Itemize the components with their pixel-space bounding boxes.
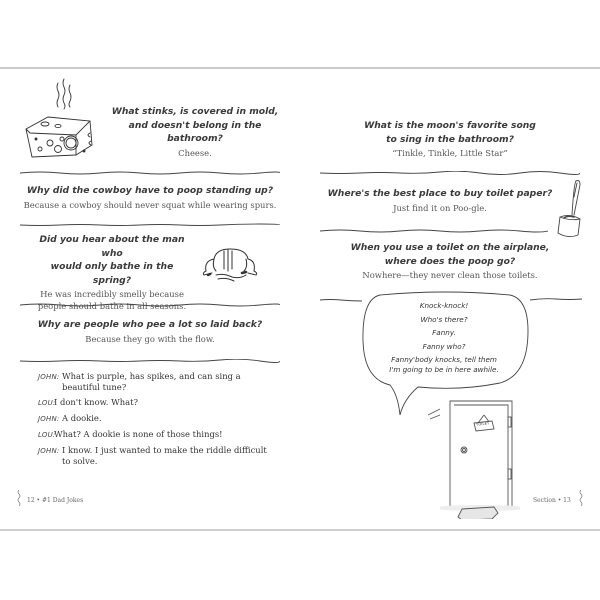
wavy-divider <box>20 223 280 227</box>
dialogue <box>38 371 268 471</box>
flourish-icon <box>16 489 22 507</box>
joke-question: where does the poop go? <box>384 255 516 267</box>
dialogue-line <box>38 445 268 467</box>
speech-text <box>62 445 268 467</box>
joke-question: Why did the cowboy have to poop standing up? <box>26 185 274 196</box>
joke-answer: Because they go with the flow. <box>85 333 215 344</box>
knock-knock-line: Fanny'body knocks, tell them <box>391 355 497 364</box>
wavy-divider <box>20 171 280 175</box>
wavy-divider <box>320 298 362 302</box>
speech-text: What? A dookie is none of those things! <box>54 429 223 439</box>
wavy-divider <box>320 171 580 175</box>
waterfall-spring-icon <box>200 245 260 285</box>
knock-knock-joke <box>366 301 522 375</box>
knock-knock-line: Fanny. <box>432 328 456 337</box>
speaker-name: LOU: <box>38 431 56 439</box>
joke-poogle <box>320 187 560 214</box>
speech-text: I don't know. What? <box>54 397 138 407</box>
knock-knock-line: Knock-knock! <box>419 301 469 310</box>
door-sign-label: TOILET <box>475 421 490 427</box>
joke-laid-back <box>20 318 280 345</box>
joke-moon <box>330 119 570 159</box>
joke-answer: Because a cowboy should never squat while wearing spurs. <box>23 199 277 210</box>
joke-cheese <box>100 105 290 159</box>
flourish-icon <box>578 489 584 507</box>
joke-cowboy <box>20 184 280 211</box>
joke-answer: “Tinkle, Tinkle, Little Star” <box>392 148 508 158</box>
joke-spring <box>32 233 192 312</box>
joke-answer: Just find it on Poo-gle. <box>393 202 487 213</box>
knock-knock-line: Who's there? <box>420 314 468 324</box>
joke-question: Why are people who pee a lot so laid back? <box>37 319 263 330</box>
joke-answer: Nowhere—they never clean those toilets. <box>362 270 538 280</box>
dialogue-line <box>38 429 268 441</box>
stinky-cheese-icon <box>18 77 98 165</box>
joke-answer: He was incredibly smelly because <box>40 289 184 299</box>
joke-question: and doesn't belong in the bathroom? <box>128 119 262 144</box>
joke-question: What stinks, is covered in mold, <box>111 106 279 117</box>
speaker-name: JOHN: <box>38 415 60 423</box>
wavy-divider <box>20 303 280 307</box>
dialogue-line <box>38 413 268 425</box>
toilet-door-icon <box>440 399 520 519</box>
dialogue-line <box>38 371 268 393</box>
joke-question: would only bathe in the spring? <box>50 261 174 286</box>
joke-question: Where's the best place to buy toilet paper? <box>327 188 553 199</box>
page-folio: Section • 13 <box>533 497 571 504</box>
speech-line: I know. I just wanted to make the riddle difficult <box>62 445 267 455</box>
joke-airplane <box>330 241 570 281</box>
wavy-divider <box>320 229 548 233</box>
speaker-name: JOHN: <box>38 447 60 455</box>
speech-text: A dookie. <box>62 413 102 423</box>
knock-knock-line: Fanny who? <box>422 341 466 351</box>
joke-answer: Cheese. <box>178 147 212 158</box>
speaker-name: JOHN: <box>38 373 60 381</box>
speaker-name: LOU: <box>38 399 56 407</box>
speech-line: beautiful tune? <box>62 382 127 392</box>
page-folio: 12 • #1 Dad Jokes <box>27 497 84 504</box>
joke-question: When you use a toilet on the airplane, <box>350 242 550 253</box>
speech-line: What is purple, has spikes, and can sing a <box>62 371 241 381</box>
spread-bottom-edge <box>0 529 600 531</box>
toilet-brush-icon <box>550 177 586 243</box>
wavy-divider <box>530 297 582 301</box>
dialogue-line <box>38 397 268 409</box>
speech-line: to solve. <box>62 456 98 466</box>
joke-question: to sing in the bathroom? <box>386 133 514 145</box>
wavy-divider <box>20 359 280 363</box>
knock-knock-line: I'm going to be in here awhile. <box>389 365 499 374</box>
joke-answer: people should bathe in all seasons. <box>37 301 187 311</box>
speech-text <box>62 371 268 393</box>
joke-question: What is the moon's favorite song <box>364 120 536 131</box>
left-page <box>0 69 300 529</box>
joke-question: Did you hear about the man who <box>39 234 185 259</box>
right-page <box>300 69 600 529</box>
